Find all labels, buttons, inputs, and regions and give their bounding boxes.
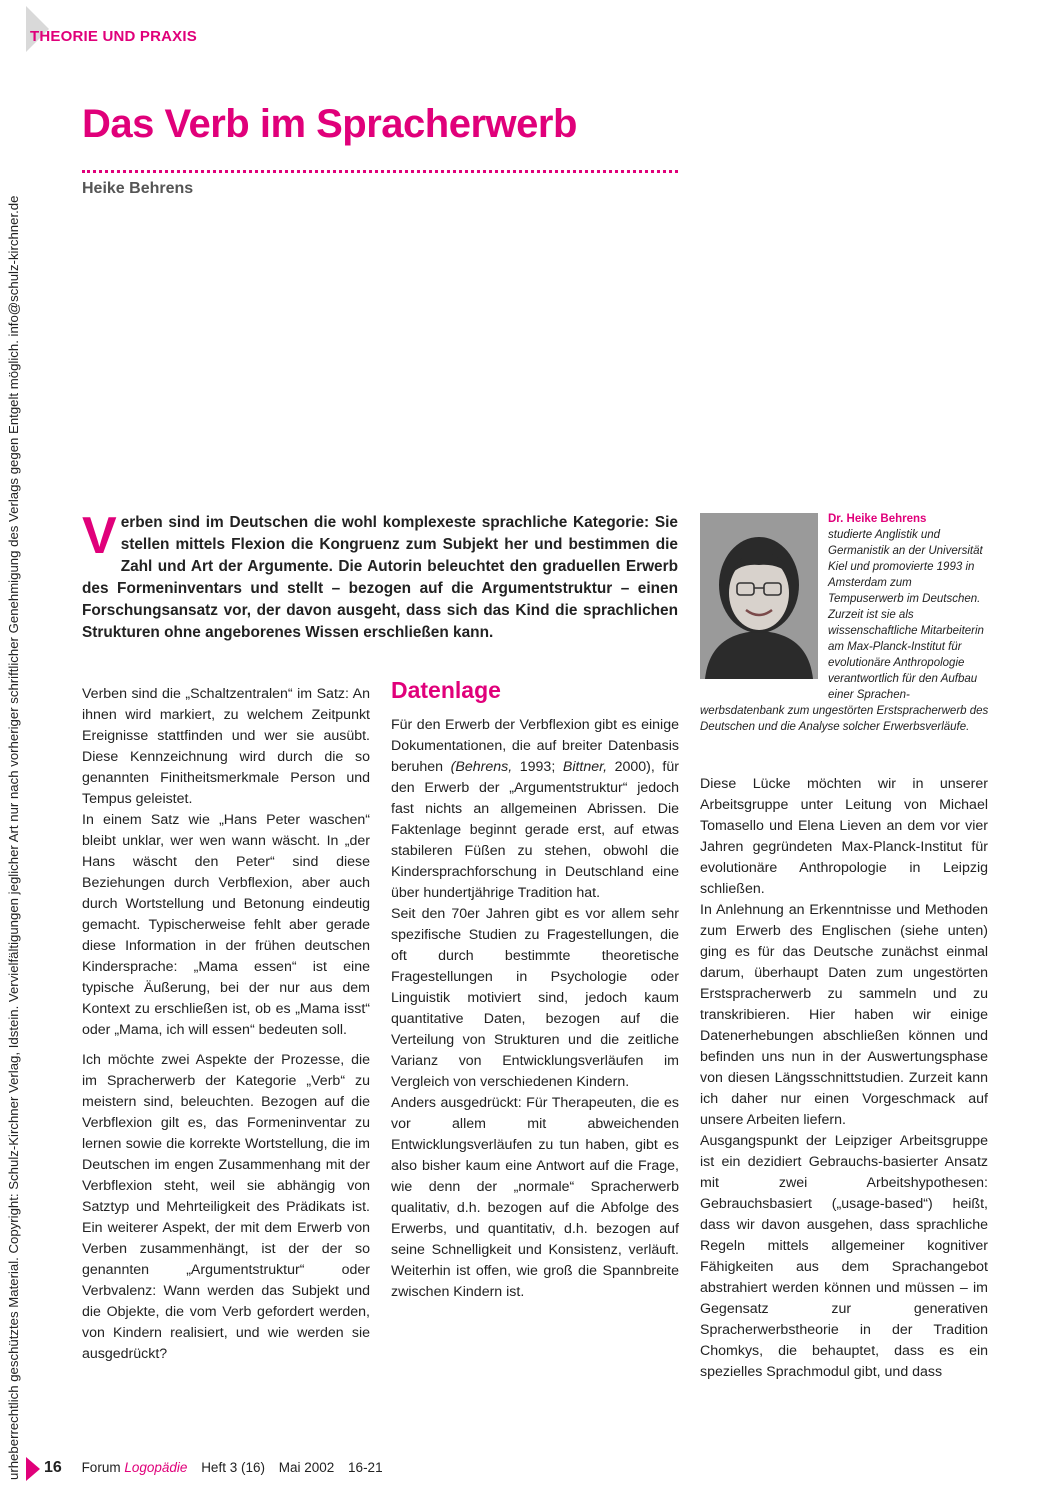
section-heading-datenlage: Datenlage [391,677,501,703]
journal-prefix: Forum [81,1460,121,1475]
author-photo [700,513,818,679]
bio-text-bottom: werbsdatenbank zum ungestörten Erstspracherwerb des Deutschen und die Analyse solcher Erwerbsverläufe. [700,705,989,733]
bio-name: Dr. Heike Behrens [828,513,927,525]
col2-paragraph-2: Seit den 70er Jahren gibt es vor allem sehr spezifische Studien zu Fragestellungen, die oft durch bestimmte theoretische Fragestellungen in Psychologie oder Linguistik motiviert sind, jedoch kaum quantitative Daten, bezogen auf die Verteilung von Strukturen und die zeitliche Varianz von Entwicklungsverläufen im Vergleich von verschiedenen Kindern. [391,906,679,1090]
citation-bittner: Bittner, [562,759,608,775]
title-dotted-rule [82,170,678,173]
issue-info: Heft 3 (16) [201,1460,265,1475]
column-2 [391,673,679,1303]
col2-paragraph-1: Für den Erwerb der Verbflexion gibt es einige Dokumentationen, die auf breiter Datenbasis beruhen (Behrens, 1993; Bittner, 2000), für den Erwerb der „Argumentstruktur“ jedoch fast nichts an allgemeinen Abrissen. Die Faktenlage beginnt gerade erst, auf etwas stabileren Füßen zu stehen, obwohl die Kindersprachforschung in Deutschland eine über hundertjährige Tradition hat. [391,717,679,901]
citation-behrens: (Behrens, [450,759,513,775]
page-number: 16 [44,1459,62,1476]
intro-text: erben sind im Deutschen die wohl komplexeste sprachliche Kategorie: Sie stellen mittels Flexion die Kongruenz zum Subjekt her und bestimmen die Zahl und Art der Argumente. Die Autorin beleuchtet den graduellen Erwerb des Formeninventars und stellt – bezogen auf die Argumentstruktur – einen Forschungsansatz vor, der davon ausgeht, dass sich das Kind die sprachlichen Strukturen ohne angeborenes Wissen erschließen kann. [82,514,678,641]
col1-paragraph-1: Verben sind die „Schaltzentralen“ im Satz: An ihnen wird markiert, zu welchem Zeitpunkt Ereignisse stattfinden und wer sie ausübt. Diese Kennzeichnung wird durch die so genannten Finitheitsmerkmale Person und Tempus geleistet. [82,686,370,807]
column-1 [82,684,370,1365]
page-range: 16-21 [348,1460,383,1475]
col1-paragraph-3: Ich möchte zwei Aspekte der Prozesse, die im Spracherwerb der Kategorie „Verb“ zu meistern sind, beleuchten. Bezogen auf die Verbflexion gilt es, das Formeninventar zu lernen sowie die korrekte Wortstellung, die im Deutschen im engen Zusammenhang mit der Verbflexion steht, weil sie abhängig von Satztyp und Mehrteiligkeit des Prädikats ist. Ein weiterer Aspekt, der mit dem Erwerb von Verben zusammenhängt, ist der der so genannten „Argumentstruktur“ oder Verbvalenz: Wann werden das Subjekt und die Objekte, die vom Verb gefordert werden, von Kindern realisiert, und wie werden sie ausgedrückt? [82,1052,370,1362]
page-footer [44,1459,383,1477]
intro-dropcap: V [82,507,117,565]
bio-text-top: studierte Anglistik und Germanistik an der Universität Kiel und promovierte 1993 in Amsterdam zum Tempuserwerb im Deutschen. Zurzeit ist sie als wissenschaftliche Mitarbeiterin am Max-Planck-Institut für evolutionäre Anthropologie verantwortlich für den Aufbau einer Sprachen- [828,529,984,701]
col3-paragraph-3: Ausgangspunkt der Leipziger Arbeitsgruppe ist ein dezidiert Gebrauchs-basierter Ansatz mit zwei Arbeitshypothesen: Gebrauchsbasiert („usage-based“) heißt, dass wir davon ausgehen, dass sprachliche Regeln mittels allgemeiner kognitiver Fähigkeiten aus dem Sprachangebot abstrahiert werden können und müssen – im Gegensatz zur generativen Spracherwerbstheorie in der Tradition Chomkys, die behauptet, dass es ein spezielles Sprachmodul gibt, und dass [700,1133,988,1380]
journal-name: Logopädie [124,1460,188,1475]
col1-paragraph-2: In einem Satz wie „Hans Peter waschen“ bleibt unklar, wer wen wann wäscht. In „der Hans wäscht den Peter“ sind diese Beziehungen durch Verbflexion, aber auch durch Wortstellung und Betonung eindeutig gemacht. Typischerweise fehlt aber gerade diese Information in der frühen deutschen Kindersprache: „Mama essen“ ist eine typische Äußerung, bei der nur aus dem Kontext zu erschließen ist, ob es „Mama isst“ oder „Mama, ich will essen“ bedeuten soll. [82,812,370,1038]
issue-date: Mai 2002 [278,1460,335,1475]
article-author: Heike Behrens [82,180,194,197]
footer-triangle-decoration [26,1457,40,1481]
article-intro [82,507,678,644]
col3-paragraph-2: In Anlehnung an Erkenntnisse und Methoden zum Erwerb des Englischen (siehe unten) ging es für das Deutsche zunächst einmal darum, überhaupt Daten zum ungestörten Erstspracherwerb zu sammeln und zu transkribieren. Hier haben wir einige Datenerhebungen abschließen können und befinden uns nun in der Auswertungsphase von diesen Längsschnittstudien. Zurzeit kann ich daher nur einen Vorgeschmack auf unsere Arbeiten liefern. [700,902,988,1128]
section-label: THEORIE UND PRAXIS [30,28,197,45]
article-title: Das Verb im Spracherwerb [82,102,577,146]
col2-paragraph-3: Anders ausgedrückt: Für Therapeuten, die es vor allem mit abweichenden Entwicklungsverläufen zu tun haben, gibt es also bisher kaum eine Antwort auf die Frage, wie denn der „normale“ Spracherwerb qualitativ, d.h. bezogen auf die Abfolge des Erwerbs, und quantitativ, d.h. bezogen auf seine Schnelligkeit und Konsistenz, verläuft. Weiterhin ist offen, wie groß die Spannbreite zwischen Kindern ist. [391,1095,679,1300]
column-3 [700,774,988,1383]
author-portrait-illustration [700,513,818,679]
copyright-notice: urheberrechtlich geschütztes Material. Copyright: Schulz-Kirchner Verlag, Idstein. Vervielfältigungen jeglicher Art nur nach vorheriger schriftlicher Genehmigung des Verlags gegen Entgelt möglich. info@schulz-kirchner.de [6,195,21,1480]
col3-paragraph-1: Diese Lücke möchten wir in unserer Arbeitsgruppe unter Leitung von Michael Tomasello und Elena Lieven an dem vor vier Jahren gegründeten Max-Planck-Institut für evolutionäre Anthropologie in Leipzig schließen. [700,776,988,897]
